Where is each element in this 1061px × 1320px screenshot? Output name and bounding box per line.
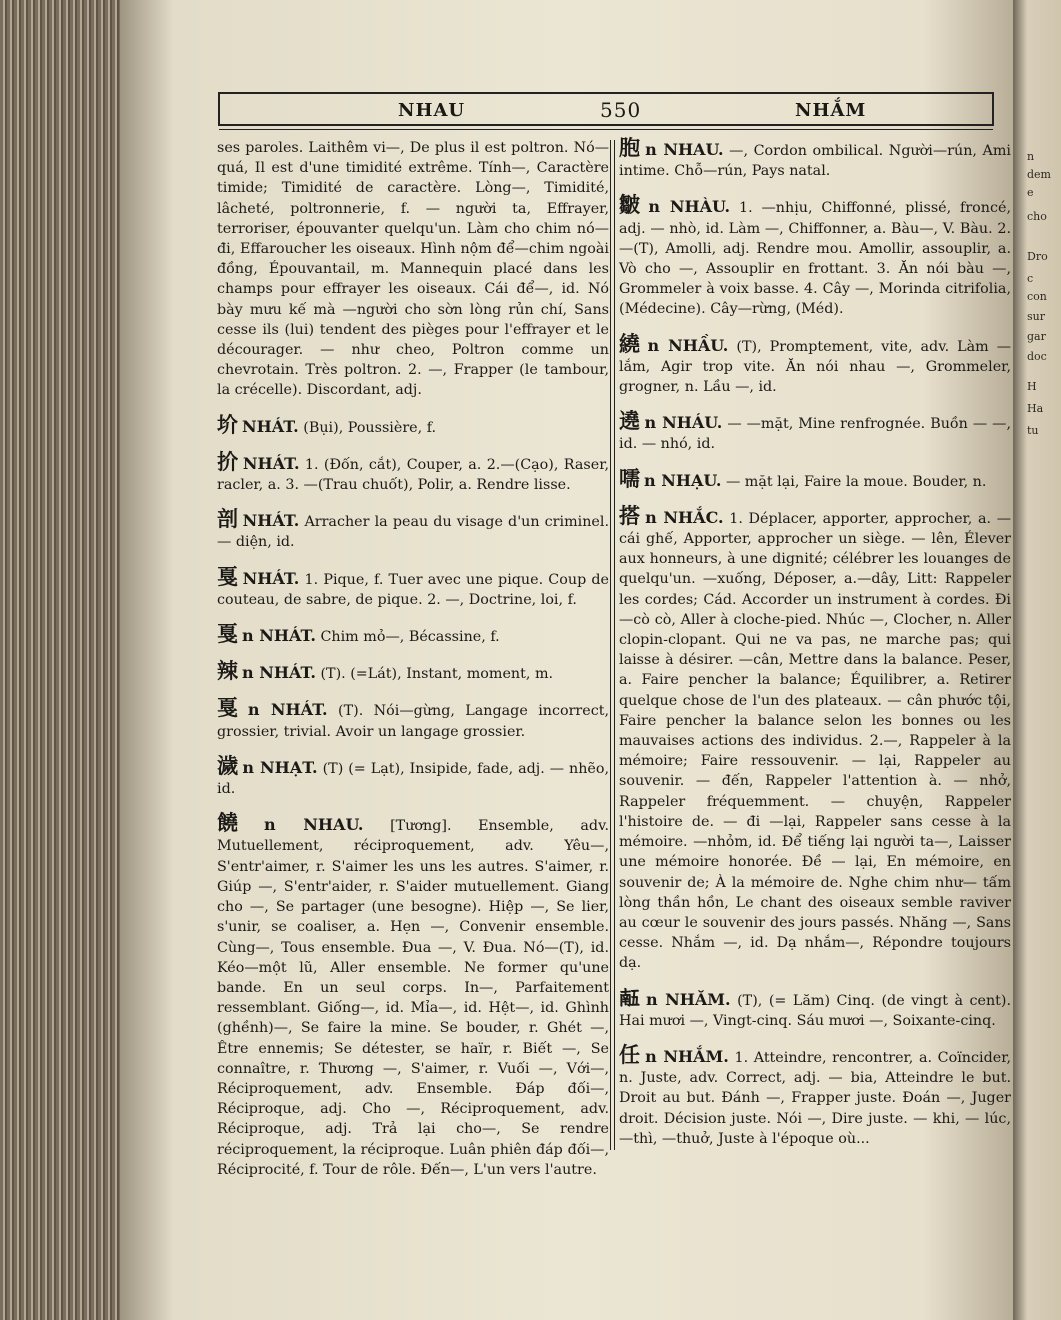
entry-headword: NHÁT. bbox=[242, 416, 299, 436]
entry-text: (T) (= Lạt), Insipide, fade, adj. — nhẽo, id. bbox=[217, 760, 610, 798]
entry-headword: n NHÁT. bbox=[242, 626, 316, 646]
dictionary-page bbox=[120, 0, 1013, 1320]
han-character: 扴 bbox=[217, 448, 239, 474]
dictionary-entry bbox=[217, 138, 609, 401]
entry-text: ses paroles. Laithêm vi—, De plus il est poltron. Nó—quá, Il est d'une timidité extrême. Tính—, Caractère timide; Timidité de caractère. Lòng—, Timidité, lâcheté, poltronnerie, f. — người ta, Effrayer, terroriser, épouvanter quelqu'un. Làm cho chim nó—đi, Effaroucher les oiseaux. Hình nộm để—chim ngoài đồng, Épouvantail, m. Mannequin placé dans les champs pour effrayer les oiseaux. Cái để—, id. Nó bày mưu kế mà —người cho sờn lòng rủn chí, Sans cesse ils (lui) tendent des pièges pour l'effrayer et le décourager. — như cheo, Poltron comme un chevrotain. Très poltron. 2. —, Frapper (le tambour, la crécelle). Discordant, adj. bbox=[217, 140, 609, 399]
dictionary-entry bbox=[217, 621, 609, 647]
entry-headword: n NHAU. bbox=[645, 140, 724, 159]
han-character: 戛 bbox=[217, 695, 244, 721]
entry-headword: n NHÁU. bbox=[644, 413, 723, 433]
han-character: 戛 bbox=[217, 621, 238, 647]
entry-headword: NHÁT. bbox=[242, 453, 300, 473]
entry-text: 1. Pique, f. Tuer avec une pique. Coup de couteau, de sabre, de pique. 2. —, Doctrine, loi, f. bbox=[217, 571, 610, 608]
dictionary-entry bbox=[217, 448, 609, 495]
dictionary-entry bbox=[217, 658, 609, 684]
han-character: 辣 bbox=[217, 658, 238, 684]
facing-fragment: cho bbox=[1027, 210, 1047, 223]
facing-fragment: doc bbox=[1027, 350, 1047, 363]
dictionary-entry bbox=[217, 506, 610, 552]
han-character: 𠄼 bbox=[619, 984, 642, 1010]
entry-headword: n NHẮM. bbox=[645, 1046, 729, 1066]
entry-text: 1. (Đốn, cắt), Couper, a. 2.—(Cạo), Raser, racler, a. 3. —(Trau chuốt), Polir, a. Rendre lisse. bbox=[217, 456, 609, 494]
han-character: 戛 bbox=[217, 563, 239, 589]
facing-page-edge bbox=[1013, 0, 1061, 1320]
entry-text: — —mặt, Mine renfrognée. Buồn — —, id. — nhó, id. bbox=[619, 416, 1012, 453]
entry-text: — mặt lại, Faire la moue. Bouder, n. bbox=[725, 473, 987, 490]
entry-headword: n NHẠT. bbox=[242, 757, 318, 777]
page-number: 550 bbox=[600, 98, 642, 122]
dictionary-entry bbox=[619, 465, 1011, 492]
entry-headword: n NHẮC. bbox=[645, 507, 724, 527]
entry-headword: n NHAU. bbox=[264, 815, 364, 835]
left-column bbox=[217, 138, 609, 1194]
facing-fragment: n bbox=[1027, 150, 1035, 163]
entry-headword: n NHÀU. bbox=[648, 197, 731, 217]
entry-text: (T), Promptement, vite, adv. Làm —lắm, Agir trop vite. Ăn nói nhau —, Grommeler, grogner, n. Lầu —, id. bbox=[619, 338, 1012, 396]
entry-text: (T). Nói—gừng, Langage incorrect, grossier, trivial. Avoir un langage grossier. bbox=[217, 703, 610, 740]
entry-headword: NHÁT. bbox=[242, 511, 300, 531]
dictionary-entry bbox=[619, 192, 1012, 319]
entry-text: Arracher la peau du visage d'un criminel. — diện, id. bbox=[217, 514, 610, 551]
entry-text: (T). (=Lát), Instant, moment, m. bbox=[320, 666, 554, 683]
dictionary-entry bbox=[217, 695, 610, 741]
entry-text: 1. —nhịu, Chiffonné, plissé, froncé, adj. — nhò, id. Làm —, Chiffonner, a. Bàu—, V. Bàu. 2. —(T), Amolli, adj. Rendre mou. Amollir, assouplir, a. Vò cho —, Assouplir en frottant. 3. Ăn nói bàu —, Grommeler à voix basse. 4. Cây —, Morinda citrifolia, (Médecine). Cây—rừng, (Méd). bbox=[619, 200, 1012, 318]
han-character: 剖 bbox=[217, 506, 239, 532]
facing-fragment: con bbox=[1027, 290, 1047, 303]
han-character: 搭 bbox=[619, 502, 642, 528]
entry-text: (Bụi), Poussière, f. bbox=[303, 419, 437, 436]
header-left-word: NHAU bbox=[398, 100, 466, 121]
dictionary-entry bbox=[619, 135, 1011, 181]
column-divider bbox=[610, 140, 611, 1150]
entry-text: 1. Déplacer, apporter, approcher, a. — cái ghế, Apporter, approcher un siège. — lên, Élever aux honneurs, à une dignité; célébrer les louanges de quelqu'un. —xuống, Déposer, a.—dây, Litt: Rappeler les cordes; Cád. Accorder un instrument à cordes. Đi—cò cò, Aller à cloche-pied. Nhúc —, Clocher, n. Aller clopin-clopant. Qui ne va pas, ne marche pas; qui laisse à désirer. —cân, Mettre dans la balance. Peser, a. Faire pencher la balance; Équilibrer, a. Retirer quelque chose de l'un des plateaux. — cân phước tội, Faire pencher la balance selon les bonnes ou les mauvaises actions des individus. 2.—, Rappeler à la mémoire; Faire ressouvenir. — lại, Rappeler au souvenir. — đến, Rappeler l'attention à. — nhở, Rappeler fréquemment. — chuyện, Rappeler l'histoire de. — đi —lại, Rappeler sans cesse à la mémoire. —nhỏm, id. Để tiếng lại người ta—, Laisser une mémoire honorée. Đề — lại, En mémoire, en souvenir de; À la mémoire de. Nghe chim như— tấm lòng thần hồn, Le chant des oiseaux semble raviver au cœur le souvenir des jours passés. Nhăng —, Sans cesse. Nhắm —, id. Dạ nhắm—, Répondre toujours dạ. bbox=[619, 510, 1012, 972]
dictionary-entry bbox=[619, 502, 1012, 974]
facing-fragment: H bbox=[1027, 380, 1037, 393]
facing-fragment: c bbox=[1027, 272, 1034, 285]
entry-text: (T), (= Lăm) Cinq. (de vingt à cent). Hai mươi —, Vingt-cinq. Sáu mươi —, Soixante-cinq. bbox=[619, 992, 1012, 1029]
dictionary-entry bbox=[619, 330, 1012, 398]
entry-headword: n NHĂM. bbox=[645, 989, 731, 1009]
facing-fragment: e bbox=[1027, 186, 1034, 199]
entry-text: [Tương]. Ensemble, adv. Mutuellement, réciproquement, adv. Yêu—, S'entr'aimer, r. S'aimer les uns les autres. S'aimer, r. Giúp —, S'entr'aider, r. S'aider mutuellement. Giang cho —, Se partager (une besogne). Hiệp —, Se lier, s'unir, se coaliser, a. Hẹn —, Convenir ensemble. Cùng—, Tous ensemble. Đua —, V. Đua. Nó—(T), id. Kéo—một lũ, Aller ensemble. Ne former qu'une bande. En un seul corps. In—, Parfaitement ressemblant. Giống—, id. Mỉa—, id. Hệt—, id. Ghình (ghềnh)—, Se faire la mine. Se bouder, r. Ghét —, Être ennemis; Se détester, se haïr, r. Biết —, Se connaître, r. Thương —, S'aimer, r. Vuối —, Với—, Réciproquement, adv. Ensemble. Đáp đối—, Réciproque, adj. Cho —, Réciproquement, adv. Réciproque, adj. Trả lại cho—, Se rendre réciproquement, la réciproque. Luân phiên đáp đối—, Réciprocité, f. Tour de rôle. Đến—, L'un vers l'autre. bbox=[217, 818, 609, 1178]
han-character: 嚅 bbox=[619, 465, 640, 491]
header-right-word: NHẮM bbox=[795, 100, 867, 121]
dictionary-entry bbox=[217, 752, 610, 799]
entry-headword: NHÁT. bbox=[242, 568, 300, 588]
facing-fragment: Dro bbox=[1027, 250, 1048, 263]
han-character: 濊 bbox=[217, 752, 239, 778]
han-character: 皺 bbox=[619, 192, 645, 218]
entry-headword: n NHÁT. bbox=[242, 663, 316, 683]
dictionary-entry bbox=[217, 563, 610, 610]
facing-fragment: gar bbox=[1027, 330, 1046, 343]
dictionary-entry bbox=[217, 411, 609, 438]
running-header bbox=[218, 92, 994, 126]
entry-text: 1. Atteindre, rencontrer, a. Coïncider, n. Juste, adv. Correct, adj. — bia, Atteindre le but. Droit au but. Đánh —, Frapper juste. Đoán —, Juger droit. Décision juste. Nói —, Dire juste. — khi, — lúc, —thì, —thuở, Juste à l'époque où... bbox=[619, 1049, 1012, 1147]
han-character: 胞 bbox=[619, 135, 642, 160]
entry-headword: n NHẠU. bbox=[644, 470, 722, 490]
dictionary-entry bbox=[217, 810, 609, 1180]
han-character: 饒 bbox=[217, 810, 261, 836]
han-character: 繞 bbox=[619, 330, 644, 356]
han-character: 任 bbox=[619, 1041, 642, 1067]
han-character: 遶 bbox=[619, 408, 641, 434]
entry-headword: n NHÁT. bbox=[247, 700, 328, 720]
dictionary-entry bbox=[619, 984, 1012, 1031]
facing-fragment: sur bbox=[1027, 310, 1045, 323]
column-divider bbox=[614, 140, 615, 1150]
han-character: 圿 bbox=[217, 411, 238, 437]
dictionary-entry bbox=[619, 408, 1012, 454]
entry-text: —, Cordon ombilical. Người—rún, Ami intime. Chỗ—rún, Pays natal. bbox=[619, 143, 1011, 180]
facing-fragment: Ha bbox=[1027, 402, 1044, 415]
facing-fragment: tu bbox=[1027, 424, 1039, 437]
right-column bbox=[619, 135, 1012, 1163]
entry-text: Chim mỏ—, Bécassine, f. bbox=[320, 629, 500, 646]
entry-headword: n NHẦU. bbox=[647, 335, 729, 355]
facing-fragment: dem bbox=[1027, 168, 1051, 181]
dictionary-entry bbox=[619, 1041, 1012, 1149]
book-page-edges bbox=[0, 0, 120, 1320]
